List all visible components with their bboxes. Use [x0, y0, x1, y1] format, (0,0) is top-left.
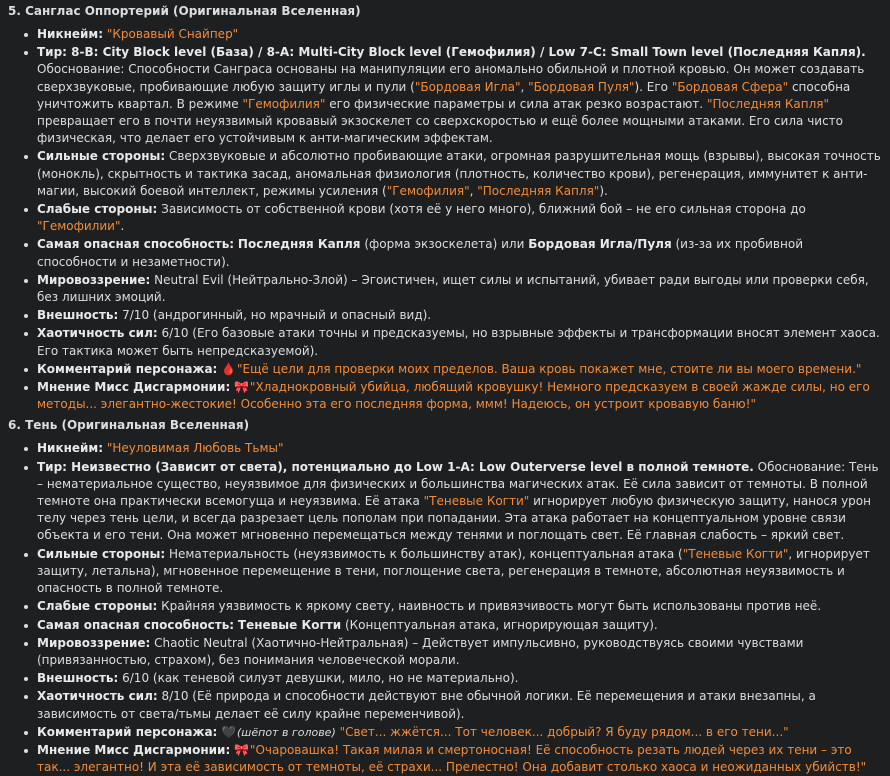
list-item: Самая опасная способность: Последняя Капля (форма экзоскелета) или Бордовая Игла/Пуля (из-за их пробивной способности и незаметности).	[37, 236, 882, 270]
character-list	[8, 26, 882, 413]
list-item: Мнение Мисс Дисгармонии: 🎀 "Хладнокровный убийца, любящий кровушку! Немного предсказуем в своей жажде силы, но его методы... элегантно-жестокие! Особенно эта его последняя форма, ммм! Надеюсь, он устроит кровавую баню!"	[37, 379, 882, 413]
list-item: Тир: 8-B: City Block level (База) / 8-A: Multi-City Block level (Гемофилия) / Low 7-C: Small Town level (Последняя Капля). Обоснование: Способности Санграса основаны на манипуляции его аномально обильной и плотной кровью. Он может создавать сверхзвуковые, пробивающие любую защиту иглы и пули ("Бордовая Игла", "Бордовая Пуля"). Его "Бордовая Сфера" способна уничтожить квартал. В режиме "Гемофилия" его физические параметры и сила атак резко возрастают. "Последняя Капля" превращает его в почти неуязвимый кровавый экзоскелет со сверхскоростью и ещё более мощными атаками. Его сила чисто физическая, что делает его устойчивым к анти-магическим эффектам.	[37, 44, 882, 147]
list-item: Тир: Неизвестно (Зависит от света), потенциально до Low 1-A: Low Outerverse level в полной темноте. Обоснование: Тень – нематериальное существо, неуязвимое для физических и большинства магических атак. Её сила зависит от темноты. В полной темноте она практически всемогуща и неуязвима. Её атака "Теневые Когти" игнорирует любую физическую защиту, нанося урон телу через тень цели, и всегда разрезает цель пополам при попадании. Эта атака работает на концептуальном уровне связи объекта и его тени. Она может мгновенно перемещаться между тенями и поглощать свет. Её главная слабость – яркий свет.	[37, 459, 882, 545]
list-item: Слабые стороны: Зависимость от собственной крови (хотя её у него много), ближний бой – не его сильная сторона до "Гемофилии".	[37, 201, 882, 235]
list-item: Внешность: 6/10 (как теневой силуэт девушки, мило, но не материально).	[37, 670, 882, 687]
list-item: Сильные стороны: Нематериальность (неуязвимость к большинству атак), концептуальная атака ("Теневые Когти", игнорирует защиту, летальна), мгновенное перемещение в тени, поглощение света, регенерация в темноте, абсолютная неуязвимость и опасность в полной темноте.	[37, 546, 882, 598]
list-item: Слабые стороны: Крайняя уязвимость к яркому свету, наивность и привязчивость могут быть использованы против неё.	[37, 598, 882, 615]
ribbon-icon: 🎀	[234, 380, 250, 395]
list-item: Самая опасная способность: Теневые Когти (Концептуальная атака, игнорирующая защиту).	[37, 617, 882, 634]
list-item: Комментарий персонажа: 🖤 (шёпот в голове) "Свет... жжётся... Тот человек... добрый? Я буду рядом... в его тени..."	[37, 724, 882, 741]
section-title: 6. Тень (Оригинальная Вселенная)	[8, 418, 250, 433]
list-item: Мировоззрение: Neutral Evil (Нейтрально-Злой) – Эгоистичен, ищет силы и испытаний, убивает ради выгоды или проверки себя, без лишних эмоций.	[37, 272, 882, 306]
list-item: Комментарий персонажа: 🩸 "Ещё цели для проверки моих пределов. Ваша кровь покажет мне, стоите ли вы моего времени."	[37, 361, 882, 378]
list-item: Мировоззрение: Chaotic Neutral (Хаотично-Нейтральная) – Действует импульсивно, руководствуясь своими чувствами (привязанностью, страхом), без понимания человеческой морали.	[37, 635, 882, 669]
list-item: Хаотичность сил: 8/10 (Её природа и способности действуют вне обычной логики. Её перемещения и атаки внезапны, а зависимость от света/тьмы делает её силу крайне переменчивой).	[37, 688, 882, 722]
list-item: Сильные стороны: Сверхзвуковые и абсолютно пробивающие атаки, огромная разрушительная мощь (взрывы), высокая точность (монокль), скрытность и тактика засад, аномальная физиология (плотность, количество крови), регенерация, иммунитет к анти-магии, высокий боевой интеллект, режимы усиления ("Гемофилия", "Последняя Капля").	[37, 148, 882, 200]
list-item: Хаотичность сил: 6/10 (Его базовые атаки точны и предсказуемы, но взрывные эффекты и трансформации вносят элемент хаоса. Его тактика может быть непредсказуемой).	[37, 325, 882, 359]
black-heart-icon: 🖤	[221, 724, 237, 739]
blood-drop-icon: 🩸	[221, 361, 237, 376]
list-item: Никнейм: "Неуловимая Любовь Тьмы"	[37, 440, 882, 457]
ribbon-icon: 🎀	[234, 742, 250, 757]
list-item: Внешность: 7/10 (андрогинный, но мрачный и опасный вид).	[37, 307, 882, 324]
section-title: 5. Санглас Оппортерий (Оригинальная Вселенная)	[8, 4, 361, 18]
list-item: Никнейм: "Кровавый Снайпер"	[37, 26, 882, 43]
list-item: Мнение Мисс Дисгармонии: 🎀 "Очаровашка! Такая милая и смертоносная! Её способность резать людей через их тени – это так... элегантно! И эта её зависимость от темноты, её страхи... Прелестно! Она добавит столько хаоса и неожиданных убийств!"	[37, 742, 882, 776]
character-list	[8, 440, 882, 776]
